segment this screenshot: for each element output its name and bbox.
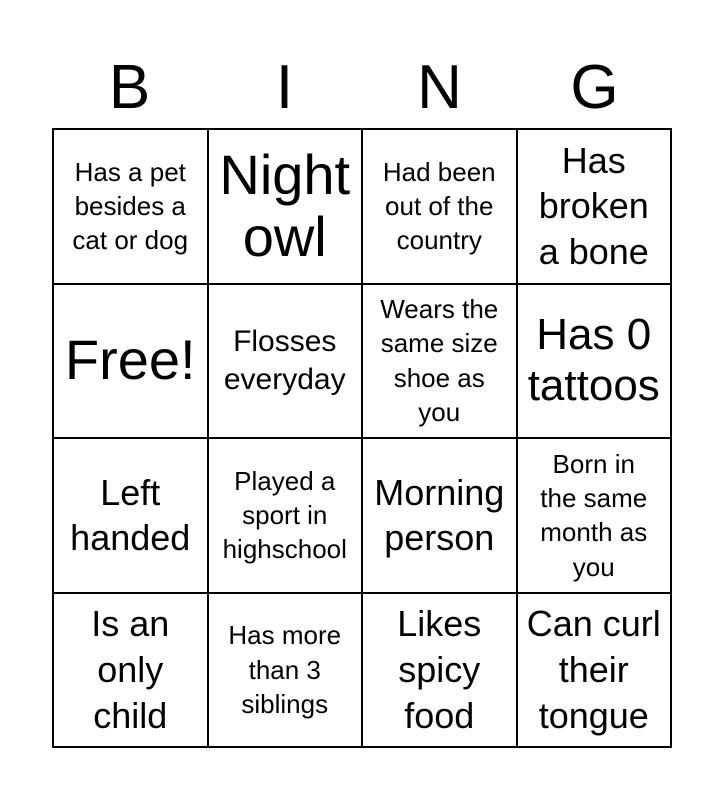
bingo-cell-label: Has a pet besides a cat or dog <box>72 156 189 256</box>
bingo-cell-r1c3[interactable] <box>363 130 518 285</box>
bingo-cell-label: Born in the same month as you <box>540 448 648 582</box>
bingo-cell-label: Has broken a bone <box>538 139 649 273</box>
bingo-cell-label: Morning person <box>374 471 505 559</box>
bingo-board <box>52 128 672 748</box>
bingo-cell-label: Has more than 3 siblings <box>228 620 342 719</box>
bingo-cell-r3c4[interactable] <box>518 439 673 594</box>
bingo-cell-label: Night owl <box>219 142 351 269</box>
header-letter-n: N <box>417 53 462 122</box>
bingo-cell-r3c2[interactable] <box>209 439 364 594</box>
bingo-cell-label: Had been out of the country <box>382 156 496 256</box>
bingo-cell-r3c3[interactable] <box>363 439 518 594</box>
bingo-cell-r4c1[interactable] <box>54 594 209 749</box>
bingo-cell-label: Free! <box>64 328 196 392</box>
bingo-header <box>52 48 672 128</box>
bingo-cell-label: Flosses everyday <box>223 325 346 396</box>
bingo-cell-label: Can curl their tongue <box>526 603 661 736</box>
bingo-cell-label: Played a sport in highschool <box>222 465 347 565</box>
bingo-cell-label: Likes spicy food <box>397 603 482 736</box>
header-letter-g: G <box>570 53 619 122</box>
bingo-cell-r1c2[interactable] <box>209 130 364 285</box>
bingo-cell-r1c4[interactable] <box>518 130 673 285</box>
bingo-cell-r3c1[interactable] <box>54 439 209 594</box>
bingo-cell-r4c2[interactable] <box>209 594 364 749</box>
header-letter-i: I <box>275 53 294 122</box>
bingo-cell-label: Is an only child <box>91 603 170 736</box>
bingo-cell-r4c3[interactable] <box>363 594 518 749</box>
bingo-cell-r2c3[interactable] <box>363 285 518 440</box>
bingo-cell-r2c2[interactable] <box>209 285 364 440</box>
bingo-cell-label: Has 0 tattoos <box>527 310 660 410</box>
header-letter-b: B <box>108 53 151 122</box>
bingo-cell-r1c1[interactable] <box>54 130 209 285</box>
bingo-cell-r2c4[interactable] <box>518 285 673 440</box>
bingo-cell-r2c1[interactable] <box>54 285 209 440</box>
bingo-cell-label: Left handed <box>70 471 191 559</box>
bingo-cell-r4c4[interactable] <box>518 594 673 749</box>
bingo-cell-label: Wears the same size shoe as you <box>380 294 499 428</box>
